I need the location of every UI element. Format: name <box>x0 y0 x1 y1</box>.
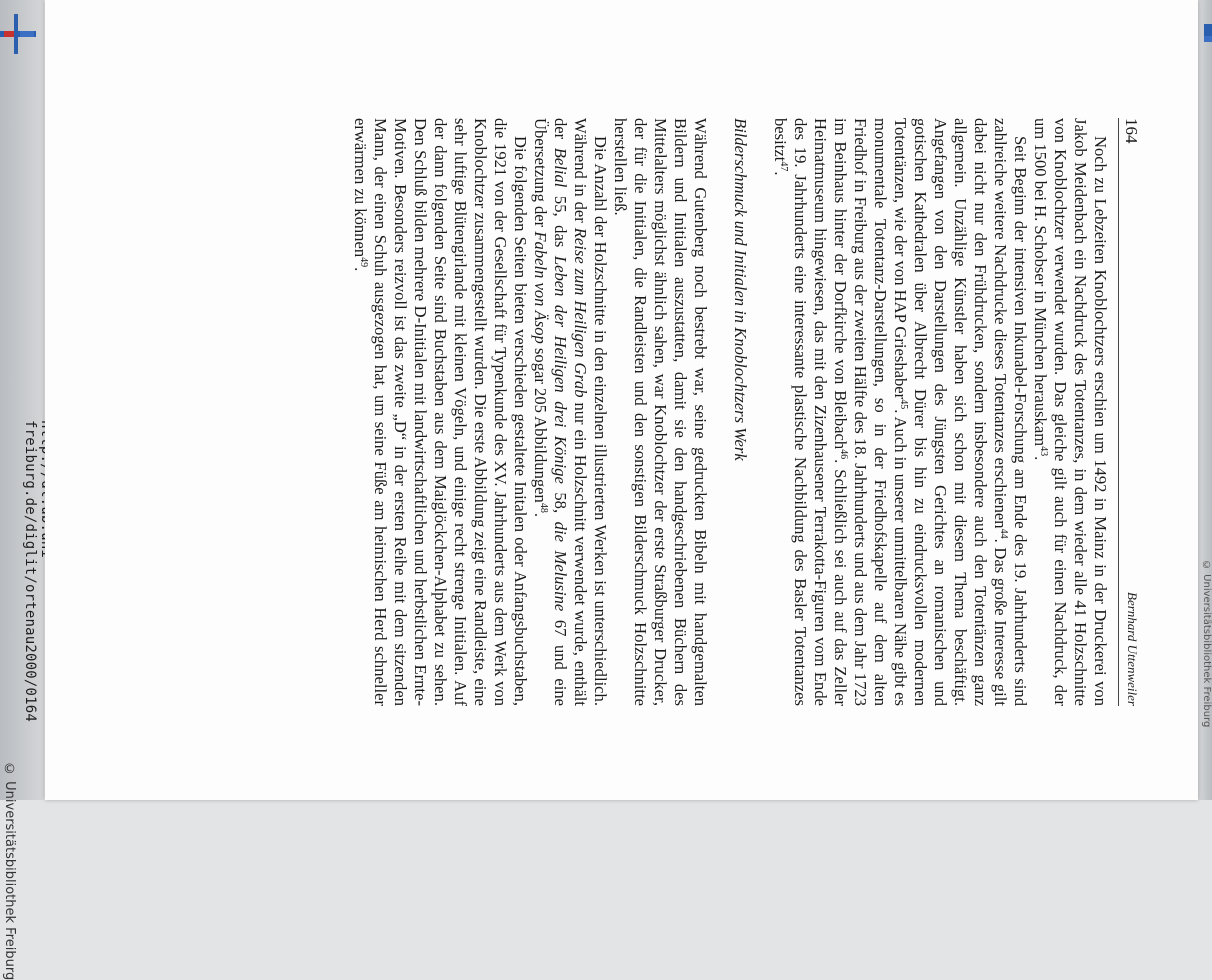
right-margin-strip <box>1198 0 1212 800</box>
footnote-ref: 44 <box>998 528 1009 539</box>
paragraph-3: Während Gutenberg noch bestrebt war, seine gedruckten Bibeln mit handgemalten Bildern und Initialen auszustatten, damit sie den handgeschriebenen Büchern des Mittelalters möglichst ähnlich sahen, war Knoblochtzer der erste Straßburger Drucker, der für die Initialen, die Randleisten und den sonstigen Bilderschmuck Holzschnitte herstellen ließ. <box>611 118 710 706</box>
footnote-ref: 49 <box>358 257 369 268</box>
footnote-ref: 47 <box>778 161 789 172</box>
right-edge-copyright: © Universitätsbibliothek Freiburg <box>1201 560 1212 728</box>
left-margin-strip <box>0 0 44 980</box>
paragraph-4: Die Anzahl der Holzschnitte in den einzelnen illustrierten Werken ist unterschiedlich. Während in der Reise zum Heiligen Grab nur ein Holzschnitt verwendet wurde, enthält der Belial 55, das Leben der Heiligen drei Könige 58, die Melusine 67 und eine Übersetzung der Fabeln von Äsop sogar 205 Abbildungen$^{48}$. <box>531 118 610 707</box>
color-calibration-mark-icon <box>1200 14 1212 54</box>
footnote-ref: 45 <box>898 399 909 410</box>
footnote-ref: 46 <box>838 449 849 460</box>
paragraph-5: Die folgenden Seiten bieten verschieden gestaltete Initalen oder Anfangsbuchstaben, die 1921 von der Gesellschaft für Typenkunde des XV. Jahrhunderts aus dem Werk von Knoblochtzer zusammengestellt wurden. Die erste Abbildung zeigt eine Randleiste, eine sehr luftige Blütengirlande mit kleinen Vögeln, und einige recht strenge Initialen. Auf der dann folgenden Seite sind Buchstaben aus dem Maiglöckchen-Alphabet zu sehen. Den Schluß bilden mehrere D-Initialen mit landwirtschaftlichen und herbstlichen Ernte-Motiven. Besonders reizvoll ist das zweite „D“ in der ersten Reihe mit dem sitzenden Mann, der einen Schuh ausgezogen hat, um seine Füße am heimischen Herd schneller erwärmen zu können$^{49}$. <box>351 118 530 706</box>
section-heading: Bilderschmuck und Initialen in Knoblochtzers Werk <box>731 118 750 461</box>
scanned-page <box>45 0 1198 800</box>
color-calibration-mark-icon <box>0 14 36 54</box>
page-number: 164 <box>1122 118 1141 144</box>
paragraph-1: Noch zu Lebzeiten Knoblochtzers erschien um 1492 in Mainz in der Druckerei von Jakob Meidenbach ein Nachdruck des Totentanzes, in dem wieder alle 41 Holzschnitte von Knoblochtzer verwendet wurden. Das gleiche gilt auch für einen Nachdruck, der um 1500 bei H. Schobser in München herauskam$^{43}$. <box>1031 118 1110 706</box>
page-header <box>1118 118 1141 706</box>
footnote-ref: 48 <box>538 502 549 513</box>
copyright-notice: © Universitätsbibliothek Freiburg <box>2 762 17 980</box>
paragraph-2: Seit Beginn der intensiven Inkunabel-Forschung am Ende des 19. Jahrhunderts sind zahlreiche weitere Nachdrucke dieses Totentanzes erschienen$^{44}$. Das große Interesse gilt dabei nicht nur den Frühdrucken, sondern insbesondere auch den Totentänzen ganz allgemein. Unzählige Künstler haben sich schon mit diesem Thema beschäftigt. Angefangen von den Darstellungen des Jüngsten Gerichtes an romanischen und gotischen Kathedralen über Albrecht Dürer bis hin zu eindrucksvollen modernen Totentänzen, wie der von HAP Grieshaber$^{45}$. Auch in unserer unmittelbaren Nähe gibt es monumentale Totentanz-Darstellungen, so in der Friedhofskapelle auf dem alten Friedhof in Freiburg aus der zweiten Hälfte des 18. Jahrhunderts und aus dem Jahr 1723 im Beinhaus hinter der Dorfkirche von Bleibach$^{46}$. Schließlich sei auch auf das Zeller Heimatmuseum hingewiesen, das mit den Zizenhausener Terrakotta-Figuren vom Ende des 19. Jahrhunderts eine interessante plastische Nachbildung des Basler Totentanzes besitzt$^{47}$. <box>771 118 1030 706</box>
footnote-ref: 43 <box>1038 446 1049 457</box>
page-text-block <box>161 118 1141 706</box>
document-url[interactable]: freiburg.de/diglit/ortenau2000/0164 <box>22 420 38 723</box>
running-head: Bernhard Uttenweiler <box>1125 592 1140 706</box>
